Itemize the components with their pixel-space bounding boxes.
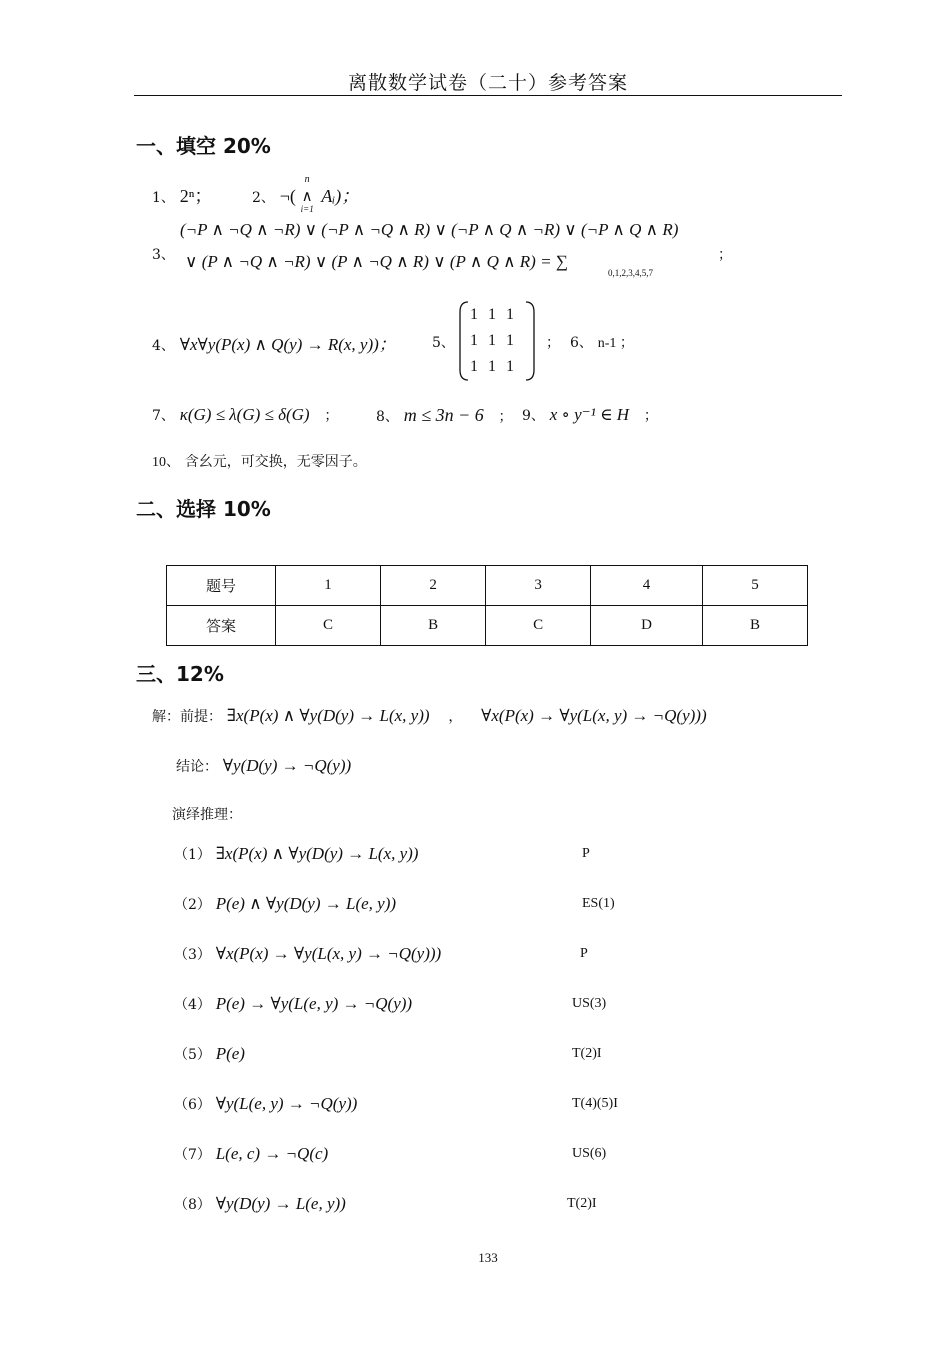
conclusion (176, 756, 351, 776)
matrix-cell: 1 (506, 306, 514, 323)
premise-label: 解：前提： (152, 709, 222, 725)
q3-end: ； (718, 247, 732, 263)
step-expression: ∀x(P(x) → ∀y(L(x, y) → ¬Q(y))) (215, 944, 442, 963)
step-8 (174, 1194, 346, 1214)
q8-answer: m ≤ 3n − 6 (403, 405, 484, 425)
q5-matrix (458, 300, 536, 382)
q9 (522, 405, 658, 425)
section-3-title: 三、12% (136, 662, 224, 686)
q7-label: 7、 (152, 408, 175, 424)
matrix-cell: 1 (470, 306, 478, 323)
deduction-label: 演绎推理： (172, 807, 242, 823)
premise-separator: ， (448, 709, 463, 725)
conclusion-expr: ∀y(D(y) → ¬Q(y)) (222, 756, 352, 775)
step-expression: ∀y(D(y) → L(e, y)) (215, 1194, 346, 1213)
step-4 (174, 994, 412, 1014)
q9-end: ； (643, 408, 658, 424)
q1 (152, 182, 212, 208)
step-rule: P (582, 846, 590, 861)
matrix-row-2 (470, 328, 524, 354)
step-number: （1） (174, 847, 211, 863)
q8-label: 8、 (376, 409, 399, 425)
matrix-cell: 1 (488, 332, 496, 349)
table-cell: 2 (381, 566, 486, 606)
q5-end: ； (546, 335, 560, 351)
q1-answer: 2ⁿ； (179, 186, 213, 206)
step-expression: ∃x(P(x) ∧ ∀y(D(y) → L(x, y)) (215, 844, 419, 863)
step-rule: T(2)I (572, 1046, 602, 1061)
q2-big-and (300, 174, 317, 214)
table-cell: B (381, 606, 486, 646)
table-row (167, 606, 808, 646)
premise (152, 706, 707, 726)
q2-sub: i=1 (300, 204, 314, 214)
q3-line2: ∨ (P ∧ ¬Q ∧ ¬R) ∨ (P ∧ ¬Q ∧ R) ∨ (P ∧ Q ∧ R) = ∑ (185, 252, 568, 271)
step-3 (174, 944, 441, 964)
step-rule: US(6) (572, 1146, 607, 1161)
step-number: （7） (174, 1147, 211, 1163)
q2-neg: ¬( (279, 186, 296, 206)
q6-answer: n-1 ； (597, 336, 634, 351)
q3-line1: (¬P ∧ ¬Q ∧ ¬R) ∨ (¬P ∧ ¬Q ∧ R) ∨ (¬P ∧ Q ∧ ¬R) ∨ (¬P ∧ Q ∧ R) (180, 220, 679, 239)
q3-label: 3、 (152, 247, 175, 263)
premise-1: ∃x(P(x) ∧ ∀y(D(y) → L(x, y)) (226, 706, 430, 725)
matrix-cell: 1 (488, 358, 496, 375)
q2-op: ∧ (301, 189, 313, 205)
page-number: 133 (478, 1250, 498, 1265)
step-rule: T(2)I (567, 1196, 597, 1211)
step-number: （2） (174, 897, 211, 913)
step-rule: P (580, 946, 588, 961)
matrix-cell: 1 (506, 358, 514, 375)
matrix-row-1 (470, 302, 524, 328)
step-number: （8） (174, 1197, 211, 1213)
header-rule (134, 95, 842, 96)
step-expression: P(e) (215, 1044, 245, 1063)
q6 (570, 332, 634, 352)
matrix-cell: 1 (488, 306, 496, 323)
q2-tail: Aᵢ)； (321, 186, 360, 206)
table-cell: 5 (702, 566, 807, 606)
premise-2: ∀x(P(x) → ∀y(L(x, y) → ¬Q(y))) (481, 706, 707, 725)
step-rule: T(4)(5)I (572, 1096, 618, 1111)
conclusion-label: 结论： (176, 759, 218, 775)
section-2-title: 二、选择 10% (136, 497, 271, 521)
step-rule: US(3) (572, 996, 607, 1011)
table-cell: D (591, 606, 703, 646)
q4 (152, 330, 396, 355)
step-6 (174, 1094, 357, 1114)
step-1 (174, 844, 418, 864)
table-header-cell: 答案 (167, 606, 276, 646)
q4-label: 4、 (152, 338, 175, 354)
step-expression: P(e) → ∀y(L(e, y) → ¬Q(y)) (215, 994, 413, 1013)
step-5 (174, 1044, 245, 1064)
q10-label: 10、 (152, 455, 180, 470)
step-number: （5） (174, 1047, 211, 1063)
q8-end: ； (498, 409, 513, 425)
q7 (152, 405, 338, 425)
matrix-cell: 1 (506, 332, 514, 349)
section-1-title: 一、填空 20% (136, 134, 271, 158)
step-2 (174, 894, 396, 914)
q9-label: 9、 (522, 408, 545, 424)
step-number: （3） (174, 947, 211, 963)
q2-sup: n (304, 174, 310, 185)
table-cell: 1 (276, 566, 381, 606)
q7-answer: κ(G) ≤ λ(G) ≤ δ(G) (179, 405, 310, 424)
step-rule: ES(1) (582, 896, 615, 911)
q8 (376, 405, 513, 426)
step-expression: P(e) ∧ ∀y(D(y) → L(e, y)) (215, 894, 397, 913)
q2-label: 2、 (252, 190, 275, 206)
table-cell: 4 (591, 566, 703, 606)
document-title: 离散数学试卷（二十）参考答案 (347, 72, 628, 94)
step-expression: L(e, c) → ¬Q(c) (215, 1144, 329, 1163)
table-row (167, 566, 808, 606)
answer-table (166, 565, 808, 646)
q10-answer: 含幺元，可交换，无零因子。 (184, 454, 367, 470)
table-cell: C (276, 606, 381, 646)
q9-answer: x ∘ y⁻¹ ∈ H (549, 405, 630, 424)
q4-answer: ∀x∀y(P(x) ∧ Q(y) → R(x, y))； (179, 335, 396, 354)
q3-sum-sub: 0,1,2,3,4,5,7 (608, 268, 653, 278)
step-7 (174, 1144, 328, 1164)
q6-label: 6、 (570, 335, 593, 351)
step-expression: ∀y(L(e, y) → ¬Q(y)) (215, 1094, 358, 1113)
table-cell: B (702, 606, 807, 646)
matrix-row-3 (470, 354, 524, 380)
q5-label: 5、 (432, 335, 455, 351)
table-header-cell: 题号 (167, 566, 276, 606)
table-cell: C (486, 606, 591, 646)
step-number: （4） (174, 997, 211, 1013)
table-cell: 3 (486, 566, 591, 606)
q1-label: 1、 (152, 190, 175, 206)
q2 (252, 174, 360, 214)
matrix-cell: 1 (470, 332, 478, 349)
matrix-cell: 1 (470, 358, 478, 375)
step-number: （6） (174, 1097, 211, 1113)
q10 (152, 451, 367, 471)
q7-end: ； (324, 408, 339, 424)
